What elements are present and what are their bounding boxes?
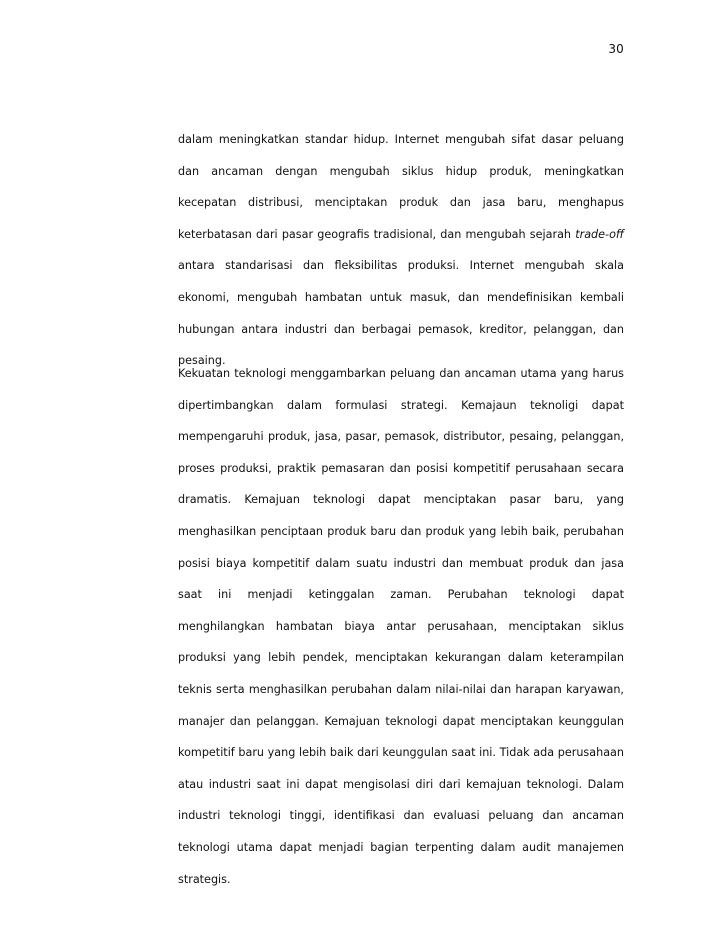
italic-term: trade-off (575, 227, 624, 241)
paragraph-internet-impact (178, 124, 624, 377)
paragraph-technology-forces: Kekuatan teknologi menggambarkan peluang dan ancaman utama yang harus dipertimbangkan dalam formulasi strategi. Kemajaun teknoligi dapat mempengaruhi produk, jasa, pasar, pemasok, distributor, pesaing, pelanggan, proses produksi, praktik pemasaran dan posisi kompetitif perusahaan secara dramatis. Kemajuan teknologi dapat menciptakan pasar baru, yang menghasilkan penciptaan produk baru dan produk yang lebih baik, perubahan posisi biaya kompetitif dalam suatu industri dan membuat produk dan jasa saat ini menjadi ketinggalan zaman. Perubahan teknologi dapat menghilangkan hambatan biaya antar perusahaan, menciptakan siklus produksi yang lebih pendek, menciptakan kekurangan dalam keterampilan teknis serta menghasilkan perubahan dalam nilai-nilai dan harapan karyawan, manajer dan pelanggan. Kemajuan teknologi dapat menciptakan keunggulan kompetitif baru yang lebih baik dari keunggulan saat ini. Tidak ada perusahaan atau industri saat ini dapat mengisolasi diri dari kemajuan teknologi. Dalam industri teknologi tinggi, identifikasi dan evaluasi peluang dan ancaman teknologi utama dapat menjadi bagian terpenting dalam audit manajemen strategis. (178, 367, 624, 886)
paragraph-text: antara standarisasi dan fleksibilitas produksi. Internet mengubah skala ekonomi, mengubah hambatan untuk masuk, dan mendefinisikan kembali hubungan antara industri dan berbagai pemasok, kreditor, pelanggan, dan pesaing. (178, 259, 624, 368)
page-number: 30 (608, 42, 624, 56)
paragraph-text: dalam meningkatkan standar hidup. Internet mengubah sifat dasar peluang dan ancaman dengan mengubah siklus hidup produk, meningkatkan kecepatan distribusi, menciptakan produk dan jasa baru, menghapus keterbatasan dari pasar geografis tradisional, dan mengubah sejarah (178, 133, 624, 241)
